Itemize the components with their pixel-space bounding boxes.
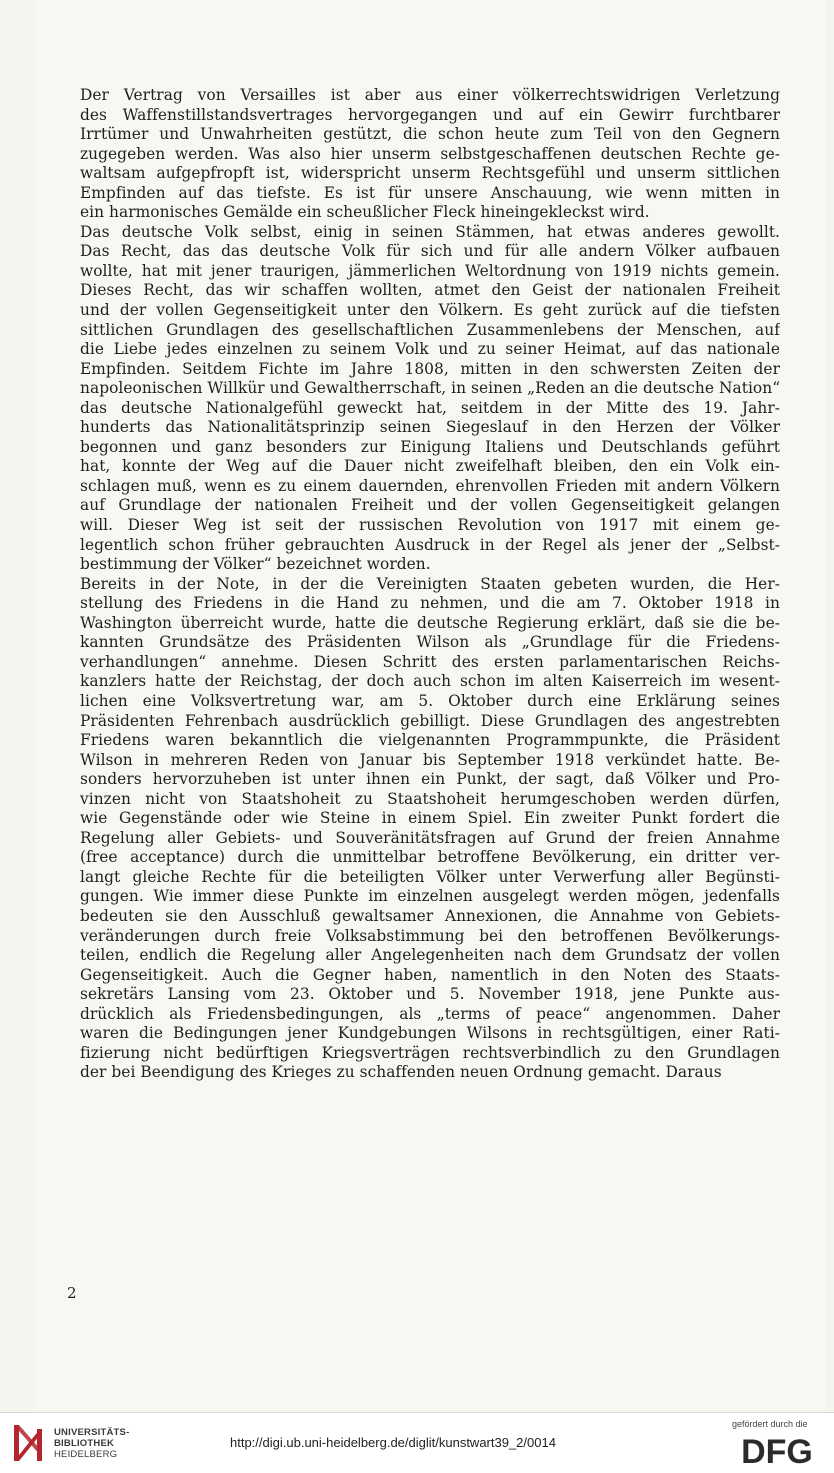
text-line: Bereits in der Note, in der die Vereinigten Staaten gebeten wurden, die Her- <box>80 574 780 593</box>
text-line: teilen, endlich die Regelung aller Angelegenheiten nach dem Grundsatz der vollen <box>80 946 780 965</box>
funding-caption: gefördert durch die <box>732 1419 808 1429</box>
text-line: wie Gegenstände oder wie Steine in einem Spiel. Ein zweiter Punkt fordert die <box>80 809 780 828</box>
text-line: sekretärs Lansing vom 23. Oktober und 5. November 1918, jene Punkte aus- <box>80 985 780 1004</box>
footer-bar <box>0 1412 834 1473</box>
text-line: legentlich schon früher gebrauchten Ausdruck in der Regel als jener der „Selbst- <box>80 535 780 554</box>
text-line: will. Dieser Weg ist seit der russischen Revolution von 1917 mit einem ge- <box>80 516 780 535</box>
university-library-name <box>54 1427 129 1460</box>
text-line: der bei Beendigung des Krieges zu schaffenden neuen Ordnung gemacht. Daraus <box>80 1063 722 1082</box>
text-line: ein harmonisches Gemälde ein scheußlicher Fleck hineingekleckst wird. <box>80 203 650 222</box>
text-line: sittlichen Grundlagen des gesellschaftlichen Zusammenlebens der Menschen, auf <box>80 320 780 339</box>
text-line: Friedens waren bekanntlich die vielgenannten Programmpunkte, die Präsident <box>80 731 780 750</box>
text-line: Das Recht, das das deutsche Volk für sich und für alle andern Völker aufbauen <box>80 242 780 261</box>
text-line: Der Vertrag von Versailles ist aber aus einer völkerrechtswidrigen Verletzung <box>80 86 780 104</box>
text-line: bedeuten sie den Ausschluß gewaltsamer Annexionen, die Annahme von Gebiets- <box>80 906 780 925</box>
text-line: (free acceptance) durch die unmittelbar betroffene Bevölkerung, ein dritter ver- <box>80 848 780 867</box>
text-line: langt gleiche Rechte für die beteiligten Völker unter Verwerfung aller Begünsti- <box>80 867 780 886</box>
text-line: stellung des Friedens in die Hand zu nehmen, und die am 7. Oktober 1918 in <box>80 594 780 613</box>
text-line: napoleonischen Willkür und Gewaltherrschaft, in seinen „Reden an die deutsche Nation“ <box>80 379 780 398</box>
institution-line-3: HEIDELBERG <box>54 1449 118 1460</box>
text-line: das deutsche Nationalgefühl geweckt hat, seitdem in der Mitte des 19. Jahr- <box>80 398 780 417</box>
institution-line-2: BIBLIOTHEK <box>54 1438 115 1449</box>
text-line: gungen. Wie immer diese Punkte im einzelnen ausgelegt werden mögen, jedenfalls <box>80 887 780 906</box>
text-line: Wilson in mehreren Reden von Januar bis September 1918 verkündet hatte. Be- <box>80 750 780 769</box>
text-line: Gegenseitigkeit. Auch die Gegner haben, namentlich in den Noten des Staats- <box>80 965 780 984</box>
text-line: lichen eine Volksvertretung war, am 5. Oktober durch eine Erklärung seines <box>80 691 780 710</box>
text-line: bestimmung der Völker“ bezeichnet worden. <box>80 555 431 574</box>
text-line: auf Grundlage der nationalen Freiheit und der vollen Gegenseitigkeit gelangen <box>80 496 780 515</box>
text-line: die Liebe jedes einzelnen zu seinem Volk und zu seiner Heimat, auf das nationale <box>80 340 780 359</box>
text-line: begonnen und ganz besonders zur Einigung Italiens und Deutschlands geführt <box>80 437 780 456</box>
body-text <box>80 86 780 1083</box>
text-line: schlagen muß, wenn es zu einem dauernden, ehrenvollen Frieden mit andern Völkern <box>80 476 780 495</box>
text-line: und der vollen Gegenseitigkeit unter den Völkern. Es geht zurück auf die tiefsten <box>80 301 780 320</box>
text-line: Präsidenten Fehrenbach ausdrücklich gebilligt. Diese Grundlagen des angestrebten <box>80 711 780 730</box>
text-line: hunderts das Nationalitätsprinzip seinen Siegeslauf in den Herzen der Völker <box>80 418 780 437</box>
text-line: kanzlers hatte der Reichstag, der doch auch schon im alten Kaiserreich im wesent- <box>80 672 780 691</box>
text-line: fizierung nicht bedürftigen Kriegsverträgen rechtsverbindlich zu den Grundlagen <box>80 1043 780 1062</box>
institution-line-1: UNIVERSITÄTS- <box>54 1427 130 1438</box>
page-number: 2 <box>67 1284 77 1302</box>
text-line: veränderungen durch freie Volksabstimmung bei den betroffenen Bevölkerungs- <box>80 926 780 945</box>
dfg-logo-icon[interactable] <box>730 1431 824 1469</box>
text-line: Regelung aller Gebiets- und Souveränitätsfragen auf Grund der freien Annahme <box>80 828 780 847</box>
text-line: zugegeben werden. Was also hier unserm selbstgeschaffenen deutschen Rechte ge- <box>80 144 780 163</box>
text-line: waltsam aufgepfropft ist, widerspricht unserm Rechtsgefühl und unserm sittlichen <box>80 164 780 183</box>
text-line: Empfinden. Seitdem Fichte im Jahre 1808, mitten in den schwersten Zeiten der <box>80 359 780 378</box>
text-line: des Waffenstillstandsvertrages hervorgegangen und auf ein Gewirr furchtbarer <box>80 105 780 124</box>
text-line: verhandlungen“ annehme. Diesen Schritt des ersten parlamentarischen Reichs- <box>80 652 780 671</box>
text-line: sonders hervorzuheben ist unter ihnen ein Punkt, der sagt, daß Völker und Pro- <box>80 770 780 789</box>
text-line: Washington überreicht wurde, hatte die deutsche Regierung erklärt, daß sie die be- <box>80 613 780 632</box>
source-url-link[interactable]: http://digi.ub.uni-heidelberg.de/diglit/kunstwart39_2/0014 <box>230 1435 556 1450</box>
text-line: drücklich als Friedensbedingungen, als „terms of peace“ angenommen. Daher <box>80 1004 780 1023</box>
text-line: Irrtümer und Unwahrheiten gestützt, die schon heute zum Teil von den Gegnern <box>80 125 780 144</box>
dfg-logo-text: DFG <box>741 1433 813 1469</box>
text-line: Dieses Recht, das wir schaffen wollten, atmet den Geist der nationalen Freiheit <box>80 281 780 300</box>
text-line: waren die Bedingungen jener Kundgebungen Wilsons in rechtsgültigen, einer Rati- <box>80 1024 780 1043</box>
text-line: hat, konnte der Weg auf die Dauer nicht zweifelhaft bleiben, den ein Volk ein- <box>80 457 780 476</box>
text-line: wollte, hat mit jener traurigen, jämmerlichen Weltordnung von 1919 nichts gemein. <box>80 261 780 280</box>
text-line: kannten Grundsätze des Präsidenten Wilson als „Grundlage für die Friedens- <box>80 633 780 652</box>
text-line: Das deutsche Volk selbst, einig in seinen Stämmen, hat etwas anderes gewollt. <box>80 222 780 241</box>
university-library-logo-icon[interactable] <box>10 1419 46 1467</box>
text-line: Empfinden auf das tiefste. Es ist für unsere Anschauung, wie wenn mitten in <box>80 183 780 202</box>
text-line: vinzen nicht von Staatshoheit zu Staatshoheit herumgeschoben werden dürfen, <box>80 789 780 808</box>
